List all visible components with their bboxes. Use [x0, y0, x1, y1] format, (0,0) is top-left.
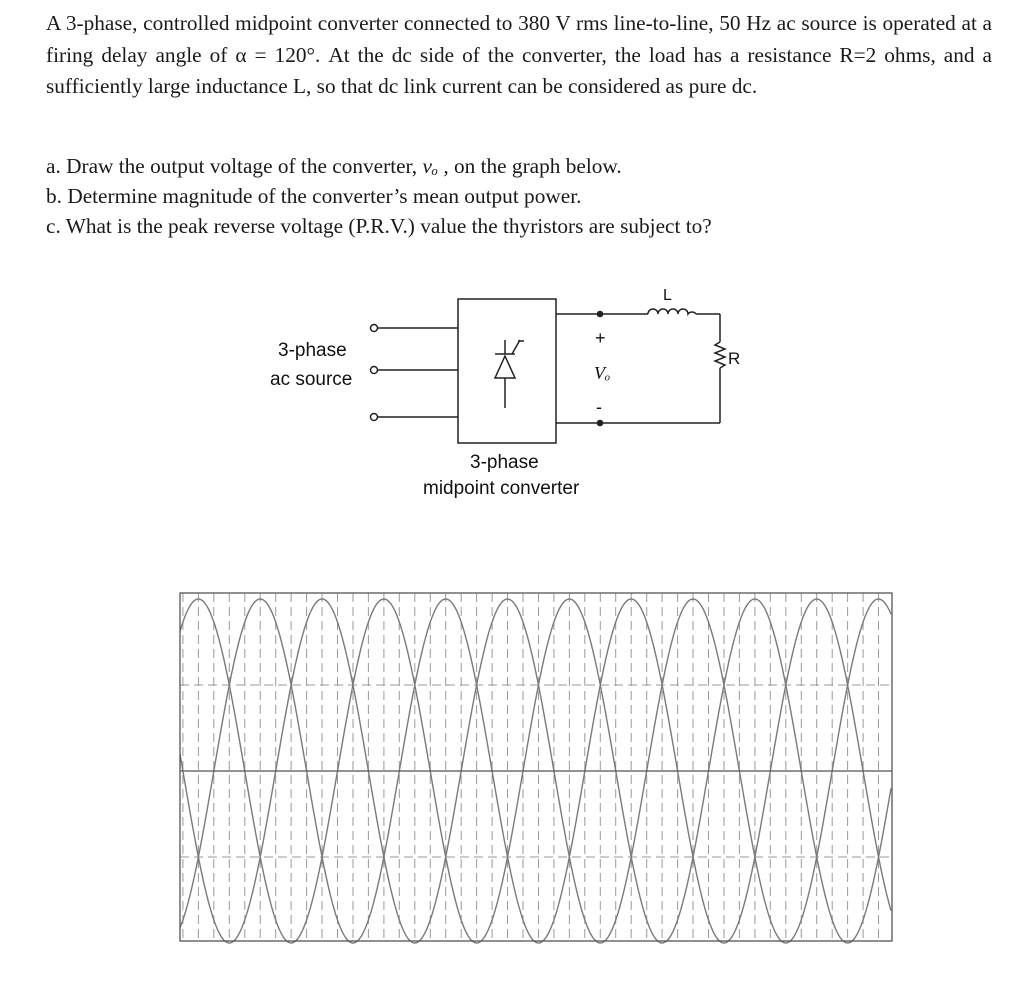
waveform-plot [176, 585, 894, 945]
plus-sign: + [595, 328, 606, 348]
question-a-text-end: on the graph below. [448, 154, 622, 178]
question-a-letter: a. [46, 154, 61, 178]
circuit-diagram [262, 278, 741, 508]
thyristor-icon [495, 340, 524, 408]
output-voltage-label: Vₒ [594, 363, 611, 383]
resistor-label: R [728, 349, 741, 368]
negative-node [597, 420, 604, 427]
question-b-letter: b. [46, 184, 62, 208]
source-label-line1: 3-phase [278, 340, 347, 361]
question-c [46, 211, 992, 241]
converter-label-line1: 3-phase [470, 452, 539, 473]
converter-label-line2: midpoint converter [423, 478, 580, 499]
terminal-c [371, 414, 378, 421]
inductor-label: L [663, 287, 672, 304]
question-a-text: Draw the output voltage of the converter, [66, 154, 423, 178]
resistor-icon [715, 342, 725, 368]
output-voltage-symbol: vₒ , [422, 154, 449, 178]
problem-statement: A 3-phase, controlled midpoint converter connected to 380 V rms line-to-line, 50 Hz ac source is operated at a firing delay angle of α = 120°. At the dc side of the converter, the load has a resistance R=2 ohms, and a sufficiently large inductance L, so that dc link current can be considered as pure dc. [46, 11, 992, 98]
terminal-a [371, 325, 378, 332]
positive-node [597, 311, 604, 318]
question-b-text: Determine magnitude of the converter’s mean output power. [67, 184, 582, 208]
converter-box [458, 299, 556, 443]
graph-frame [180, 593, 892, 941]
question-c-text: What is the peak reverse voltage (P.R.V.) value the thyristors are subject to? [65, 214, 712, 238]
graph-grid [180, 593, 892, 941]
question-list [46, 151, 992, 241]
terminal-b [371, 367, 378, 374]
question-b [46, 181, 992, 211]
waveform-graph [176, 585, 894, 945]
question-c-letter: c. [46, 214, 61, 238]
source-label-line2: ac source [270, 369, 353, 390]
inductor-icon [648, 309, 696, 314]
minus-sign: - [596, 397, 602, 417]
question-a [46, 151, 992, 181]
